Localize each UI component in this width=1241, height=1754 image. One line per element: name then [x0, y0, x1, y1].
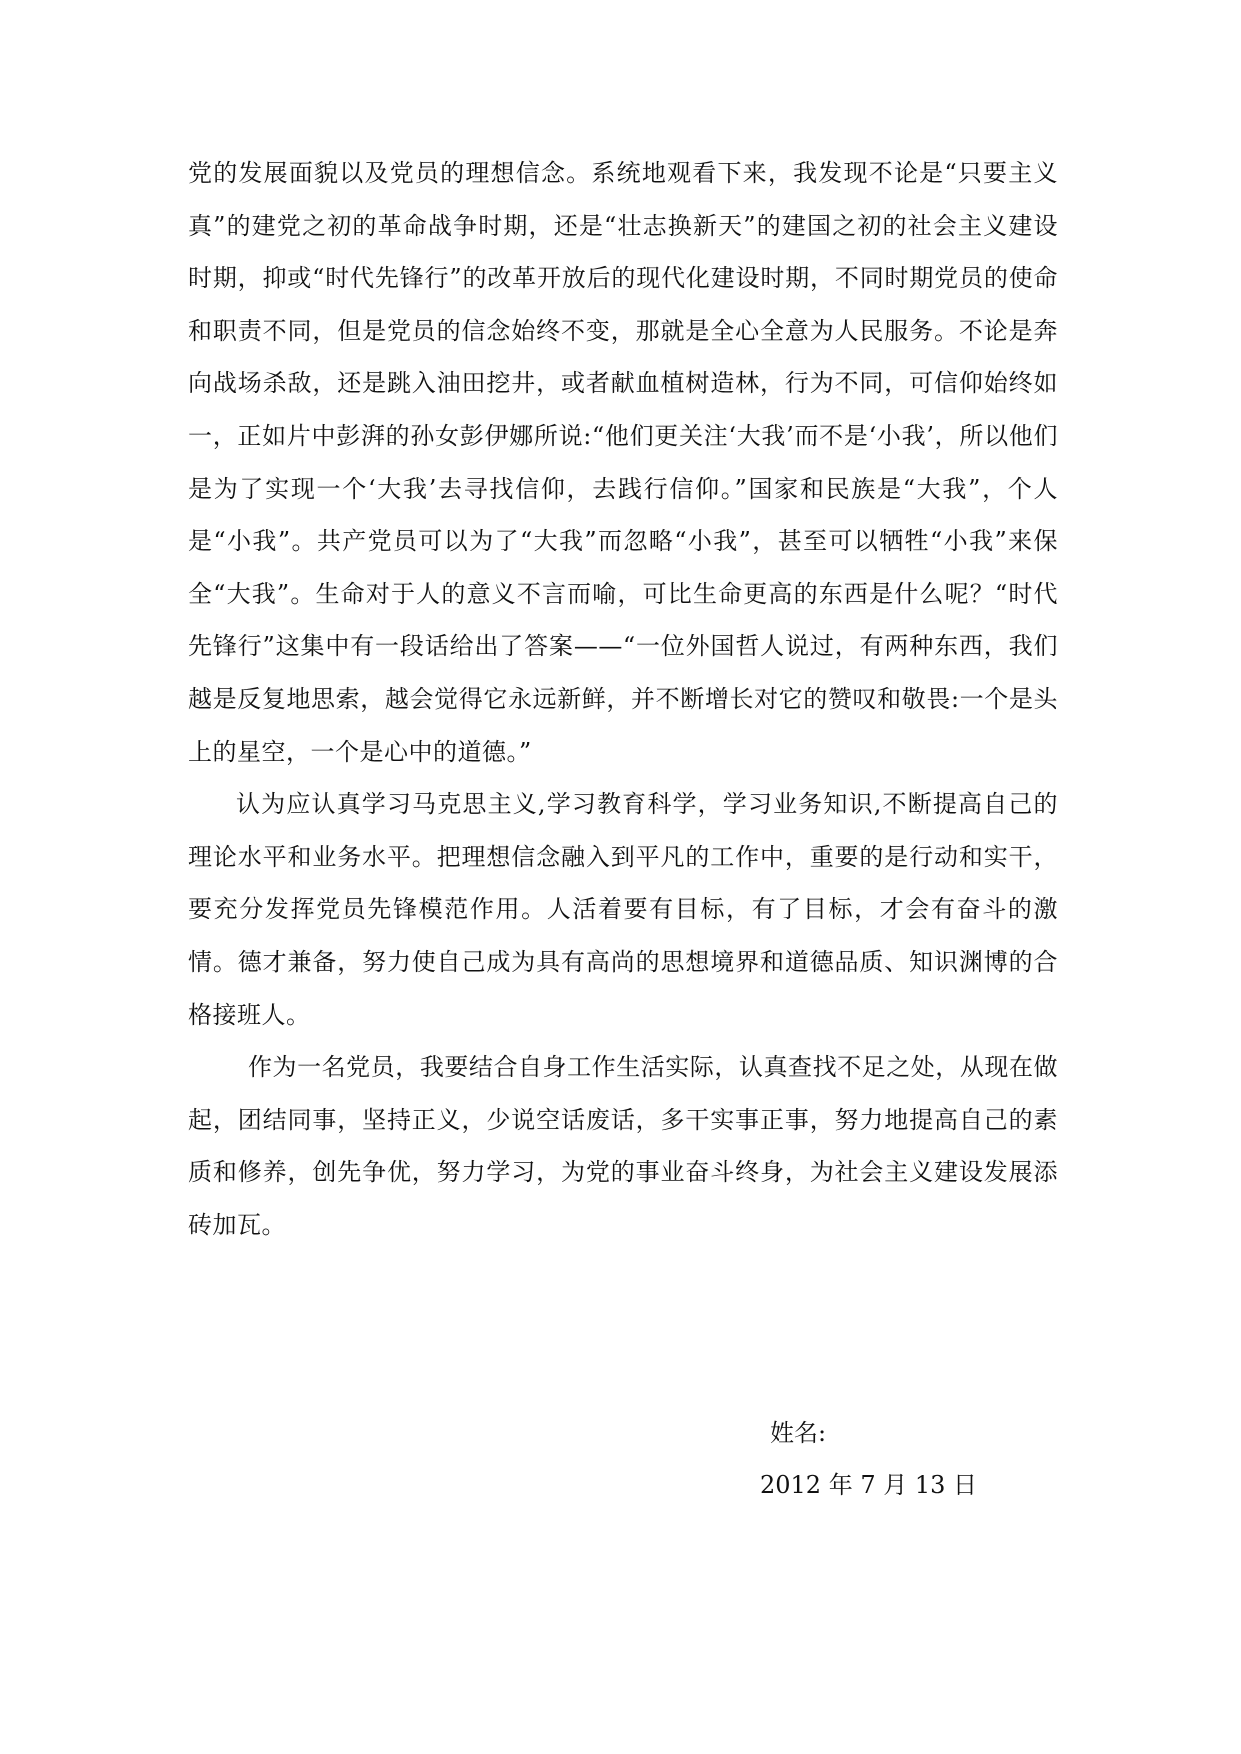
- signature-label: 姓名:: [770, 1419, 827, 1447]
- paragraph-party-member-pledge: 作为一名党员，我要结合自身工作生活实际，认真查找不足之处，从现在做起，团结同事，坚持正义，少说空话废话，多干实事正事，努力地提高自己的素质和修养，创先争优，努力学习，为党的事业奋斗终身，为社会主义建设发展添砖加瓦。: [188, 1053, 1058, 1239]
- document-body: [188, 147, 1058, 1251]
- paragraph-reflection: 党的发展面貌以及党员的理想信念。系统地观看下来，我发现不论是“只要主义真”的建党之初的革命战争时期，还是“壮志换新天”的建国之初的社会主义建设时期，抑或“时代先锋行”的改革开放后的现代化建设时期，不同时期党员的使命和职责不同，但是党员的信念始终不变，那就是全心全意为人民服务。不论是奔向战场杀敌，还是跳入油田挖井，或者献血植树造林，行为不同，可信仰始终如一，正如片中彭湃的孙女彭伊娜所说:“他们更关注‘大我’而不是‘小我’，所以他们是为了实现一个‘大我’去寻找信仰，去践行信仰。”国家和民族是“大我”，个人是“小我”。共产党员可以为了“大我”而忽略“小我”，甚至可以牺牲“小我”来保全“大我”。生命对于人的意义不言而喻，可比生命更高的东西是什么呢？“时代先锋行”这集中有一段话给出了答案——“一位外国哲人说过，有两种东西，我们越是反复地思索，越会觉得它永远新鲜，并不断增长对它的赞叹和敬畏:一个是头上的星空，一个是心中的道德。”: [188, 159, 1058, 766]
- document-date: 2012 年 7 月 13 日: [760, 1471, 978, 1499]
- paragraph-study-commitment: 认为应认真学习马克思主义,学习教育科学，学习业务知识,不断提高自己的理论水平和业务水平。把理想信念融入到平凡的工作中，重要的是行动和实干，要充分发挥党员先锋模范作用。人活着要有目标，有了目标，才会有奋斗的激情。德才兼备，努力使自己成为具有高尚的思想境界和道德品质、知识渊博的合格接班人。: [188, 790, 1058, 1029]
